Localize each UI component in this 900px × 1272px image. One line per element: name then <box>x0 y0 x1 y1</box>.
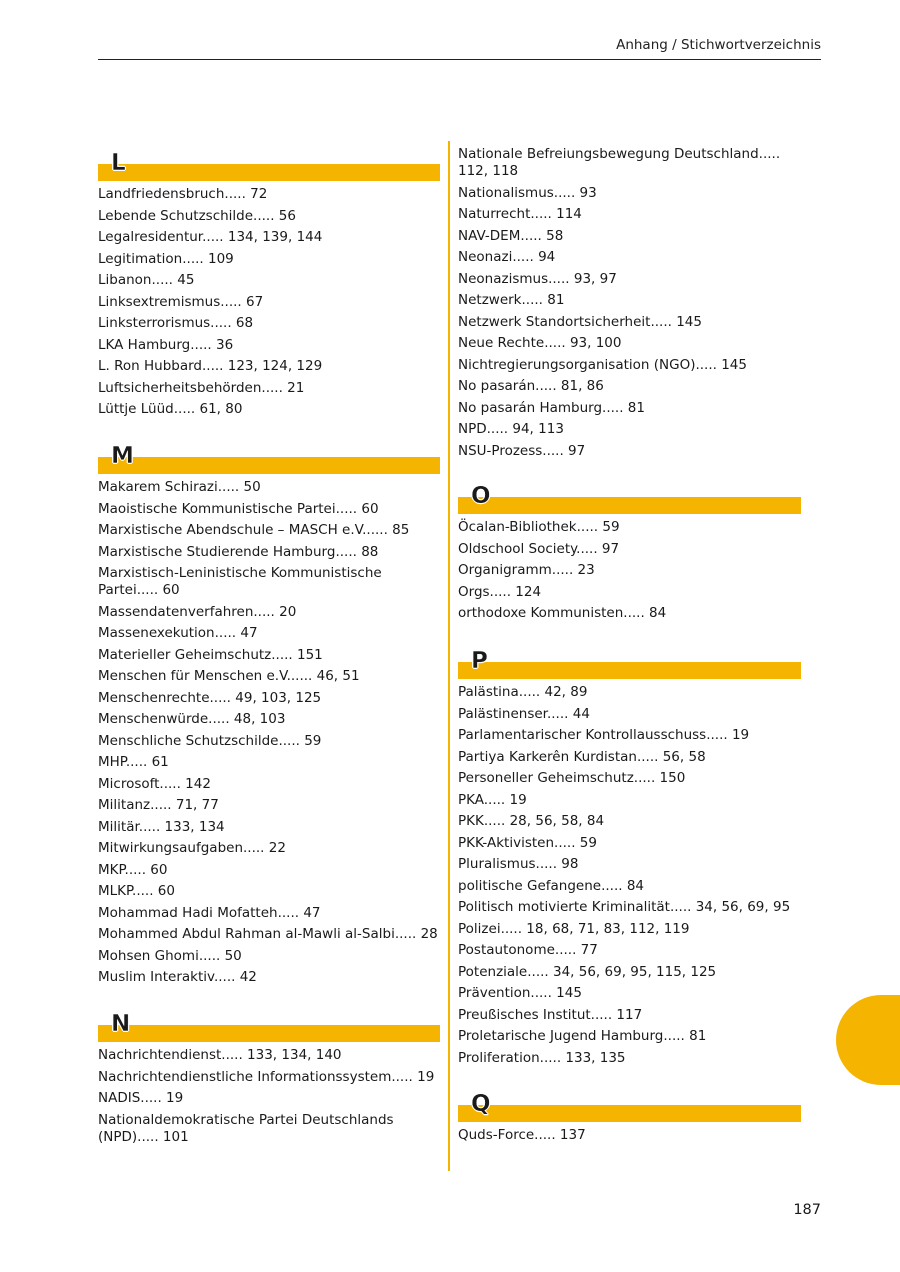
index-entry: Netzwerk Standortsicherheit..... 145 <box>458 313 702 330</box>
section-letter: M <box>111 443 134 469</box>
index-entry: Nationale Befreiungsbewegung Deutschland..... 112, 118 <box>458 146 781 179</box>
entry-list <box>458 684 801 1067</box>
index-entry: Nachrichtendienst..... 133, 134, 140 <box>98 1047 342 1063</box>
index-entry: Politisch motivierte Kriminalität..... 34, 56, 69, 95 <box>458 899 791 915</box>
index-entry: Makarem Schirazi..... 50 <box>98 479 261 495</box>
index-entry: Mohsen Ghomi..... 50 <box>98 947 242 964</box>
index-entry: Marxistisch-Leninistische Kommunistische Partei..... 60 <box>98 565 382 598</box>
index-entry: Organigramm..... 23 <box>458 562 595 578</box>
section-N-continued <box>458 146 801 464</box>
index-entry: Potenziale..... 34, 56, 69, 95, 115, 125 <box>458 963 717 980</box>
section-N <box>98 1011 440 1150</box>
index-entry: Prävention..... 145 <box>458 985 582 1001</box>
index-entry: Luftsicherheitsbehörden..... 21 <box>98 379 305 396</box>
index-entry: Oldschool Society..... 97 <box>458 540 620 557</box>
section-O <box>458 483 801 627</box>
index-entry: MLKP..... 60 <box>98 883 175 899</box>
index-entry: Nationaldemokratische Partei Deutschlands (NPD)..... 101 <box>98 1111 394 1145</box>
entry-list <box>458 1127 801 1144</box>
index-entry: PKK..... 28, 56, 58, 84 <box>458 813 605 829</box>
index-entry: Marxistische Studierende Hamburg..... 88 <box>98 543 379 560</box>
entry-list <box>458 519 801 622</box>
index-entry: Libanon..... 45 <box>98 272 195 288</box>
index-entry: Nationalismus..... 93 <box>458 184 597 201</box>
letter-bar <box>98 150 440 181</box>
index-entry: Öcalan-Bibliothek..... 59 <box>458 519 620 535</box>
index-entry: Neue Rechte..... 93, 100 <box>458 335 622 351</box>
index-entry: orthodoxe Kommunisten..... 84 <box>458 605 667 621</box>
letter-bar <box>458 483 801 514</box>
index-entry: NPD..... 94, 113 <box>458 421 564 437</box>
letter-bar <box>458 1091 801 1122</box>
index-entry: NAV-DEM..... 58 <box>458 227 564 244</box>
header-rule <box>98 59 821 60</box>
index-entry: Lüttje Lüüd..... 61, 80 <box>98 401 243 417</box>
section-M <box>98 443 440 991</box>
index-entry: No pasarán Hamburg..... 81 <box>458 399 645 416</box>
section-letter: Q <box>471 1091 491 1117</box>
index-entry: Postautonome..... 77 <box>458 942 598 958</box>
index-entry: Militär..... 133, 134 <box>98 818 225 835</box>
index-entry: L. Ron Hubbard..... 123, 124, 129 <box>98 358 323 374</box>
index-entry: Netzwerk..... 81 <box>458 292 565 308</box>
section-letter: P <box>471 648 488 674</box>
index-entry: Neonazismus..... 93, 97 <box>458 270 617 287</box>
index-entry: MHP..... 61 <box>98 754 169 770</box>
index-entry: Nachrichtendienstliche Informationssystem..... 19 <box>98 1068 435 1085</box>
index-entry: Quds-Force..... 137 <box>458 1127 586 1143</box>
index-entry: Neonazi..... 94 <box>458 249 556 265</box>
index-entry: Menschen für Menschen e.V...... 46, 51 <box>98 668 360 684</box>
page-number: 187 <box>793 1202 821 1218</box>
index-entry: MKP..... 60 <box>98 861 168 878</box>
index-entry: PKK-Aktivisten..... 59 <box>458 834 597 851</box>
index-entry: Personeller Geheimschutz..... 150 <box>458 770 686 786</box>
index-entry: Landfriedensbruch..... 72 <box>98 186 268 202</box>
entry-list <box>98 186 440 418</box>
index-entry: NSU-Prozess..... 97 <box>458 442 586 459</box>
index-entry: Partiya Karkerên Kurdistan..... 56, 58 <box>458 748 706 765</box>
index-entry: Naturrecht..... 114 <box>458 206 582 222</box>
index-entry: PKA..... 19 <box>458 791 527 808</box>
section-Q <box>458 1091 801 1149</box>
index-entry: LKA Hamburg..... 36 <box>98 336 234 353</box>
index-entry: Maoistische Kommunistische Partei..... 60 <box>98 500 379 517</box>
index-entry: Lebende Schutzschilde..... 56 <box>98 207 296 224</box>
thumb-index-tab <box>836 995 900 1085</box>
index-entry: Linksterrorismus..... 68 <box>98 315 254 331</box>
index-entry: Massendatenverfahren..... 20 <box>98 603 297 620</box>
index-entry: Mohammad Hadi Mofatteh..... 47 <box>98 904 321 921</box>
index-entry: Militanz..... 71, 77 <box>98 797 219 813</box>
entry-list <box>98 479 440 986</box>
index-entry: politische Gefangene..... 84 <box>458 877 644 894</box>
column-divider <box>448 141 450 1171</box>
running-header: Anhang / Stichwortverzeichnis <box>616 37 821 53</box>
index-entry: Nichtregierungsorganisation (NGO)..... 145 <box>458 356 747 373</box>
index-entry: Parlamentarischer Kontrollausschuss..... 19 <box>458 727 750 743</box>
section-P <box>458 648 801 1071</box>
index-entry: Microsoft..... 142 <box>98 775 211 792</box>
index-entry: Preußisches Institut..... 117 <box>458 1006 643 1023</box>
index-entry: No pasarán..... 81, 86 <box>458 378 604 394</box>
index-entry: Polizei..... 18, 68, 71, 83, 112, 119 <box>458 920 690 937</box>
section-letter: O <box>471 483 491 509</box>
index-entry: Mohammed Abdul Rahman al-Mawli al-Salbi..... 28 <box>98 926 438 942</box>
index-entry: Marxistische Abendschule – MASCH e.V...... 85 <box>98 522 410 538</box>
section-letter: N <box>111 1011 131 1037</box>
index-entry: Muslim Interaktiv..... 42 <box>98 969 257 985</box>
index-entry: Pluralismus..... 98 <box>458 856 579 872</box>
index-entry: Legitimation..... 109 <box>98 250 234 267</box>
index-entry: Legalresidentur..... 134, 139, 144 <box>98 229 323 245</box>
index-entry: Massenexekution..... 47 <box>98 625 258 641</box>
index-entry: Menschenrechte..... 49, 103, 125 <box>98 689 322 706</box>
index-entry: Menschenwürde..... 48, 103 <box>98 711 286 727</box>
index-entry: NADIS..... 19 <box>98 1090 184 1106</box>
entry-list <box>458 146 801 460</box>
index-entry: Orgs..... 124 <box>458 583 542 600</box>
index-entry: Menschliche Schutzschilde..... 59 <box>98 732 322 749</box>
index-entry: Palästina..... 42, 89 <box>458 684 588 700</box>
index-entry: Proliferation..... 133, 135 <box>458 1049 626 1066</box>
letter-bar <box>98 443 440 474</box>
index-entry: Materieller Geheimschutz..... 151 <box>98 646 323 663</box>
letter-bar <box>458 648 801 679</box>
entry-list <box>98 1047 440 1146</box>
section-L <box>98 150 440 423</box>
index-entry: Proletarische Jugend Hamburg..... 81 <box>458 1028 707 1044</box>
index-entry: Mitwirkungsaufgaben..... 22 <box>98 840 286 856</box>
index-entry: Palästinenser..... 44 <box>458 705 590 722</box>
index-entry: Linksextremismus..... 67 <box>98 293 264 310</box>
letter-bar <box>98 1011 440 1042</box>
section-letter: L <box>111 150 126 176</box>
